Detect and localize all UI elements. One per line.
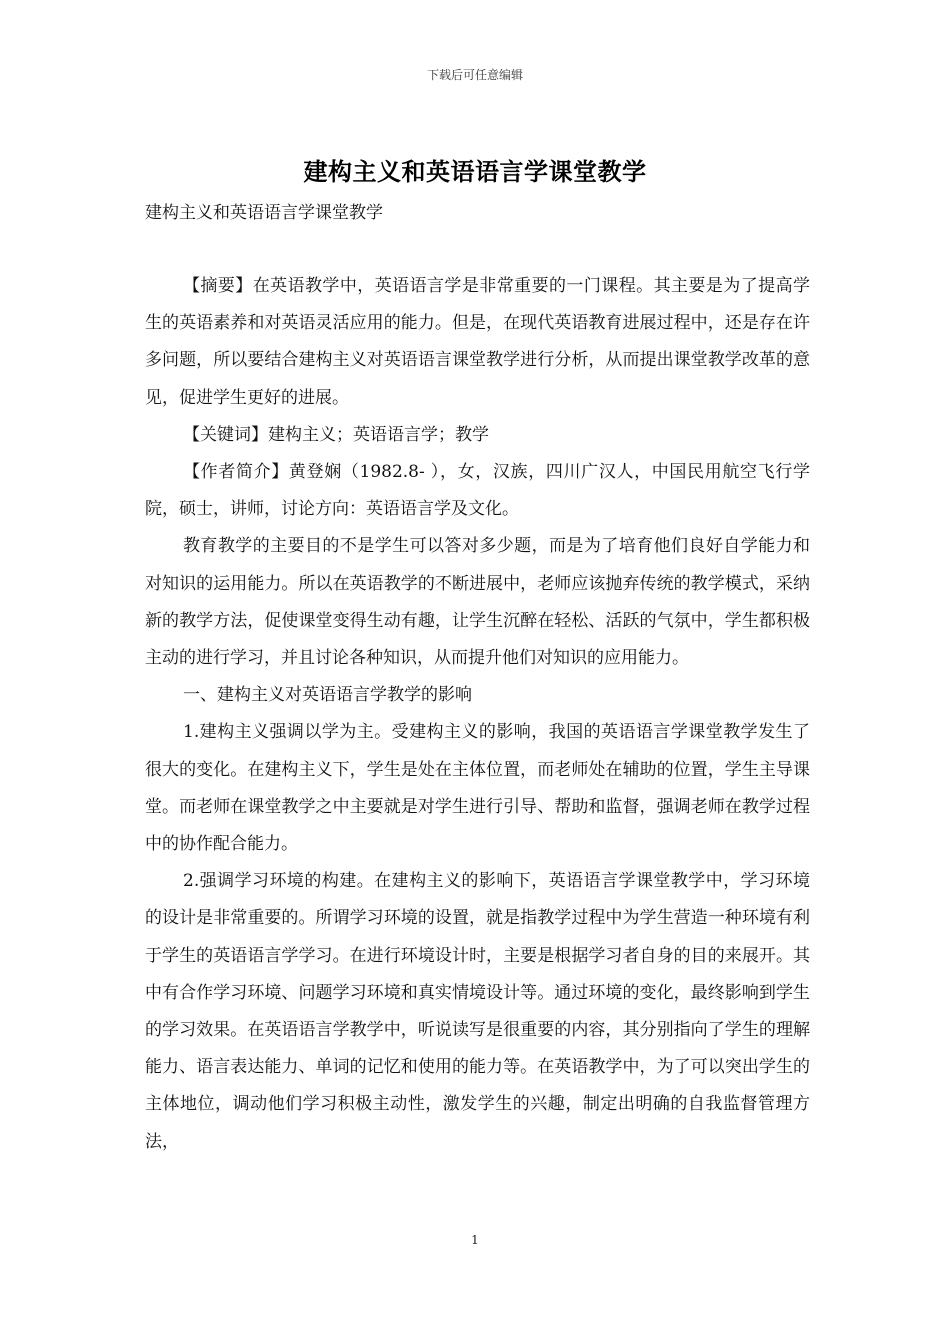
header-note: 下载后可任意编辑 (426, 68, 523, 82)
document-subtitle: 建构主义和英语语言学课堂教学 (145, 203, 383, 223)
keywords-paragraph: 【关键词】建构主义；英语语言学；教学 (183, 424, 489, 445)
document-body (145, 268, 810, 1161)
document-title: 建构主义和英语语言学课堂教学 (303, 158, 647, 186)
body-paragraph: 2.强调学习环境的构建。在建构主义的影响下，英语语言学课堂教学中，学习环境的设计是非常重要的。所谓学习环境的设置，就是指教学过程中为学生营造一种环境有利于学生的英语语言学学习。在进行环境设计时，主要是根据学习者自身的目的来展开。其中有合作学习环境、问题学习环境和真实情境设计等。通过环境的变化，最终影响到学生的学习效果。在英语语言学教学中，听说读写是很重要的内容，其分别指向了学生的理解能力、语言表达能力、单词的记忆和使用的能力等。在英语教学中，为了可以突出学生的主体地位，调动他们学习积极主动性，激发学生的兴趣，制定出明确的自我监督管理方法， (145, 871, 810, 1152)
abstract-paragraph: 【摘要】在英语教学中，英语语言学是非常重要的一门课程。其主要是为了提高学生的英语素养和对英语灵活应用的能力。但是，在现代英语教育进展过程中，还是存在许多问题，所以要结合建构主义对英语语言课堂教学进行分析，从而提出课堂教学改革的意见，促进学生更好的进展。 (145, 276, 810, 408)
section-heading: 一、建构主义对英语语言学教学的影响 (183, 685, 472, 706)
intro-paragraph: 教育教学的主要目的不是学生可以答对多少题，而是为了培育他们良好自学能力和对知识的运用能力。所以在英语教学的不断进展中，老师应该抛弃传统的教学模式，采纳新的教学方法，促使课堂变得生动有趣，让学生沉醉在轻松、活跃的气氛中，学生都积极主动的进行学习，并且讨论各种知识，从而提升他们对知识的应用能力。 (145, 536, 810, 669)
page-number: 1 (471, 1233, 479, 1247)
body-paragraph: 1.建构主义强调以学为主。受建构主义的影响，我国的英语语言学课堂教学发生了很大的变化。在建构主义下，学生是处在主体位置，而老师处在辅助的位置，学生主导课堂。而老师在课堂教学之中主要就是对学生进行引导、帮助和监督，强调老师在教学过程中的协作配合能力。 (145, 722, 810, 855)
author-bio-paragraph: 【作者简介】黄登娴（1982.8- ），女，汉族，四川广汉人，中国民用航空飞行学院，硕士，讲师，讨论方向：英语语言学及文化。 (145, 462, 810, 520)
